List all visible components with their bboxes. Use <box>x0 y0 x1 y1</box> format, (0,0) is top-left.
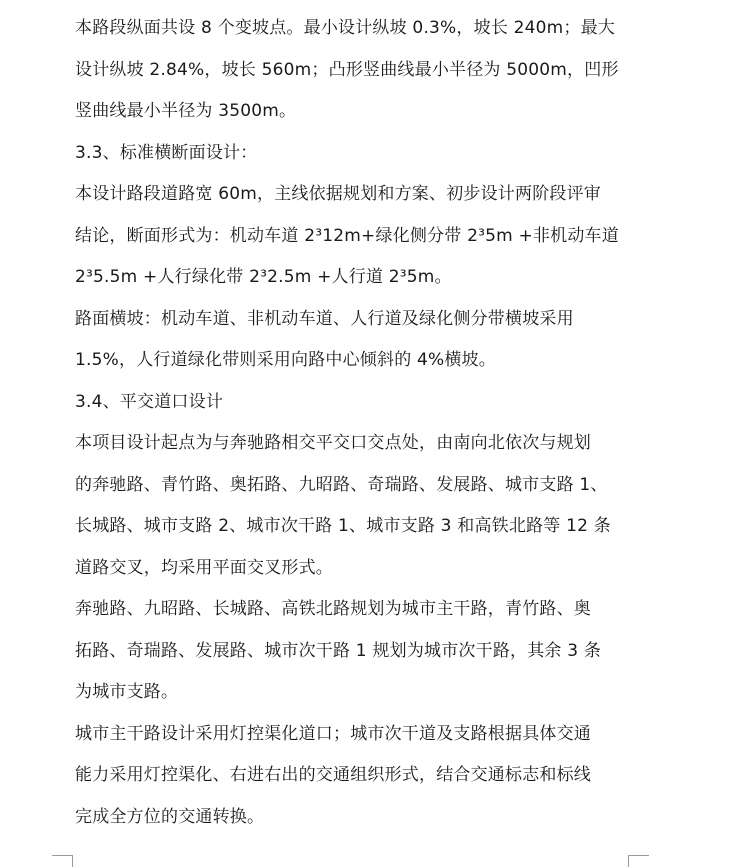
text-line: 长城路、城市支路 2、城市次干路 1、城市支路 3 和高铁北路等 12 条 <box>75 516 611 536</box>
text-line: 结论，断面形式为：机动车道 2³12m+绿化侧分带 2³5m +非机动车道 <box>75 225 619 246</box>
paragraph-road-classes <box>75 589 675 714</box>
text-line: 奔驰路、九昭路、长城路、高铁北路规划为城市主干路，青竹路、奥 <box>75 599 591 619</box>
page-margin-marker-right <box>628 855 649 867</box>
heading-line: 3.3、标准横断面设计： <box>75 142 258 163</box>
text-line: 城市主干路设计采用灯控渠化道口；城市次干道及支路根据具体交通 <box>75 723 591 744</box>
text-line: 完成全方位的交通转换。 <box>75 806 265 827</box>
page-margin-marker-left <box>52 855 73 867</box>
section-heading-3-3 <box>75 133 675 175</box>
paragraph-grade-summary <box>75 8 675 133</box>
text-line: 的奔驰路、青竹路、奥拓路、九昭路、奇瑞路、发展路、城市支路 1、 <box>75 474 608 495</box>
text-line: 路面横坡：机动车道、非机动车道、人行道及绿化侧分带横坡采用 <box>75 308 574 329</box>
text-line: 道路交叉，均采用平面交叉形式。 <box>75 557 333 578</box>
document-body <box>75 8 675 838</box>
text-line: 2³5.5m +人行绿化带 2³2.5m +人行道 2³5m。 <box>75 267 452 287</box>
paragraph-traffic-control <box>75 714 675 839</box>
paragraph-intersections <box>75 423 675 589</box>
text-line: 为城市支路。 <box>75 682 179 702</box>
text-line: 1.5%，人行道绿化带则采用向路中心倾斜的 4%横坡。 <box>75 350 496 370</box>
paragraph-cross-section <box>75 174 675 299</box>
text-line: 能力采用灯控渠化、右进右出的交通组织形式，结合交通标志和标线 <box>75 765 591 785</box>
heading-line: 3.4、平交道口设计 <box>75 391 224 412</box>
paragraph-cross-slope <box>75 299 675 382</box>
text-line: 设计纵坡 2.84%，坡长 560m；凸形竖曲线最小半径为 5000m，凹形 <box>75 59 619 80</box>
text-line: 本项目设计起点为与奔驰路相交平交口交点处，由南向北依次与规划 <box>75 433 591 453</box>
text-line: 本路段纵面共设 8 个变坡点。最小设计纵坡 0.3%，坡长 240m；最大 <box>75 18 616 38</box>
text-line: 竖曲线最小半径为 3500m。 <box>75 101 297 121</box>
section-heading-3-4 <box>75 382 675 424</box>
text-line: 本设计路段道路宽 60m，主线依据规划和方案、初步设计两阶段评审 <box>75 184 601 204</box>
text-line: 拓路、奇瑞路、发展路、城市次干路 1 规划为城市次干路，其余 3 条 <box>75 640 602 661</box>
